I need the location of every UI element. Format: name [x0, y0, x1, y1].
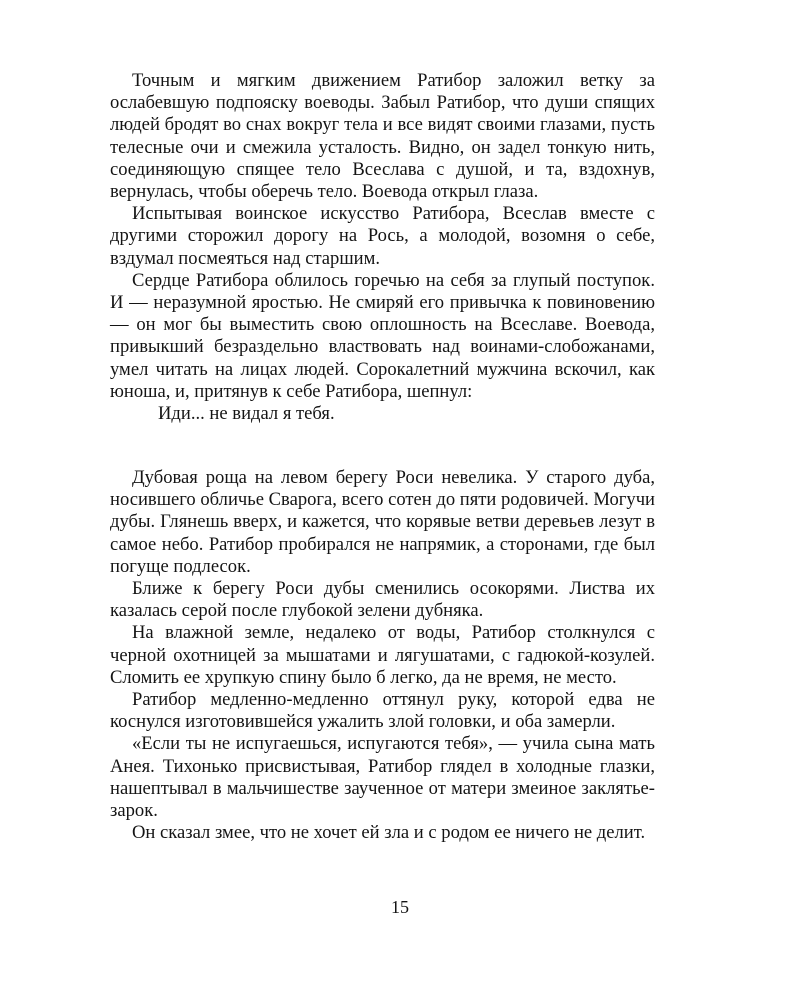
paragraph: На влажной земле, недалеко от воды, Ратибор столкнулся с черной охотницей за мышатами и лягушатами, с гадюкой-козулей. Сломить ее хрупкую спину было б легко, да не время, не место.: [110, 622, 655, 688]
text-section-2: [110, 467, 655, 844]
paragraph: Испытывая воинское искусство Ратибора, Всеслав вместе с другими сторожил дорогу на Рось, а молодой, возомня о себе, вздумал посмеяться над старшим.: [110, 203, 655, 269]
paragraph: Он сказал змее, что не хочет ей зла и с родом ее ничего не делит.: [132, 822, 646, 844]
dialogue-line: Иди... не видал я тебя.: [158, 403, 335, 425]
text-section-1: [110, 70, 655, 425]
paragraph: Точным и мягким движением Ратибор заложил ветку за ослабевшую подпояску воеводы. Забыл Ратибор, что души спящих людей бродят во снах вокруг тела и все видят своими глазами, пусть телесные очи и смежила усталость. Видно, он задел тонкую нить, соединяющую спящее тело Всеслава с душой, и та, вздохнув, вернулась, чтобы оберечь тело. Воевода открыл глаза.: [110, 70, 655, 203]
paragraph: Дубовая роща на левом берегу Роси невелика. У старого дуба, носившего обличье Сварога, всего сотен до пяти родовичей. Могучи дубы. Глянешь вверх, и кажется, что корявые ветви деревьев лезут в самое небо. Ратибор пробирался не напрямик, а сторонами, где был погуще подлесок.: [110, 467, 656, 577]
page-number: 15: [391, 897, 409, 917]
paragraph: Сердце Ратибора облилось горечью на себя за глупый поступок. И — неразумной яростью. Не смиряй его привычка к повиновению — он мог бы выместить свою оплошность на Всеславе. Воевода, привыкший безраздельно властвовать над воинами-слобожанами, умел читать на лицах людей. Сорокалетний мужчина вскочил, как юноша, и, притянув к себе Ратибора, шепнул:: [110, 269, 655, 402]
paragraph: Ратибор медленно-медленно оттянул руку, которой едва не коснулся изготовившейся ужалить злой головки, и оба замерли.: [110, 689, 655, 733]
paragraph: Ближе к берегу Роси дубы сменились осокорями. Листва их казалась серой после глубокой зелени дубняка.: [110, 578, 655, 622]
paragraph: «Если ты не испугаешься, испугаются тебя», — учила сына мать Анея. Тихонько присвистывая, Ратибор глядел в холодные глазки, нашептывал в мальчишестве заученное от матери змеиное заклятье-зарок.: [110, 733, 655, 822]
